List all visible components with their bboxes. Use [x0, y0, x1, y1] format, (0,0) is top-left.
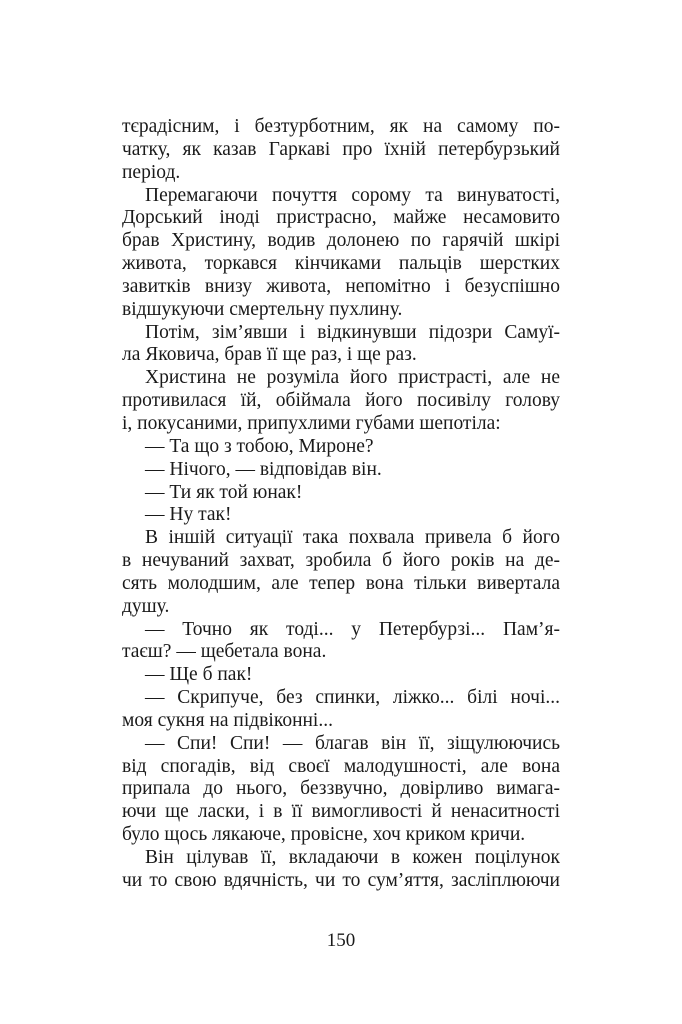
text-line: Дорський іноді пристрасно, майже несамовито [122, 207, 560, 229]
paragraph [122, 847, 560, 893]
paragraph [122, 116, 560, 185]
text-line: чи то свою вдячність, чи то сум’яття, засліплюючи [122, 869, 560, 891]
text-line: живота, торкався кінчиками пальців шерстких [122, 253, 560, 275]
text-line: душу. [122, 595, 170, 617]
text-line: ла Яковича, брав її ще раз, і ще раз. [122, 344, 417, 366]
paragraph [122, 733, 560, 847]
text-line: Перемагаючи почуття сорому та винуватості, [145, 184, 560, 206]
text-line: було щось лякаюче, провісне, хоч криком кричи. [122, 824, 526, 846]
text-line: сять молодшим, але тепер вона тільки вивертала [122, 572, 560, 594]
paragraph [122, 527, 560, 618]
paragraph [122, 619, 560, 665]
paragraph [122, 436, 560, 459]
paragraph [122, 459, 560, 482]
text-line: Потім, зім’явши і відкинувши підозри Самуї- [145, 321, 560, 343]
paragraph [122, 322, 560, 368]
text-line: період. [122, 161, 181, 183]
text-line: брав Христину, водив долонею по гарячій шкірі [122, 230, 560, 252]
text-line: моя сукня на підвіконні... [122, 709, 333, 731]
text-line: відшукуючи смертельну пухлину. [122, 298, 403, 320]
text-line: противилася їй, обіймала його посивілу голову [122, 390, 560, 412]
text-line: — Ти як той юнак! [145, 481, 303, 503]
paragraph [122, 185, 560, 322]
text-line: — Ще б пак! [145, 664, 253, 686]
text-line: — Ну так! [145, 504, 232, 526]
text-line: чатку, як казав Гаркаві про їхній петербурзький [122, 138, 560, 160]
paragraph [122, 687, 560, 733]
paragraph [122, 367, 560, 436]
paragraph [122, 664, 560, 687]
text-line: ючи ще ласки, і в її вимогливості й ненаситності [122, 801, 560, 823]
text-line: Христина не розуміла його пристрасті, але не [145, 367, 560, 389]
text-line: в нечуваний захват, зробила б його років на де- [122, 550, 560, 572]
text-line: від спогадів, від своєї малодушності, але вона [122, 755, 560, 777]
text-line: таєш? — щебетала вона. [122, 641, 327, 663]
paragraph [122, 482, 560, 505]
text-line: Він цілував її, вкладаючи в кожен поцілунок [145, 847, 560, 868]
text-line: — Нічого, — відповідав він. [145, 458, 382, 480]
text-line: — Спи! Спи! — благав він її, зіщулюючись [145, 732, 560, 754]
body-text [122, 116, 560, 893]
text-line: В іншій ситуації така похвала привела б його [145, 527, 560, 549]
text-line: припала до нього, беззвучно, довірливо вимага- [122, 778, 560, 800]
text-line: — Скрипуче, без спинки, ліжко... білі ночі... [145, 687, 560, 709]
text-line: — Точно як тоді... у Петербурзі... Пам’я- [145, 618, 560, 640]
text-line: тєрадісним, і безтурботним, як на самому по- [122, 116, 560, 137]
text-line: і, покусаними, припухлими губами шепотіла: [122, 412, 501, 434]
text-line: — Та що з тобою, Мироне? [145, 435, 374, 457]
page-number: 150 [326, 930, 356, 951]
paragraph [122, 504, 560, 527]
text-line: завитків внизу живота, непомітно і безуспішно [122, 275, 560, 297]
